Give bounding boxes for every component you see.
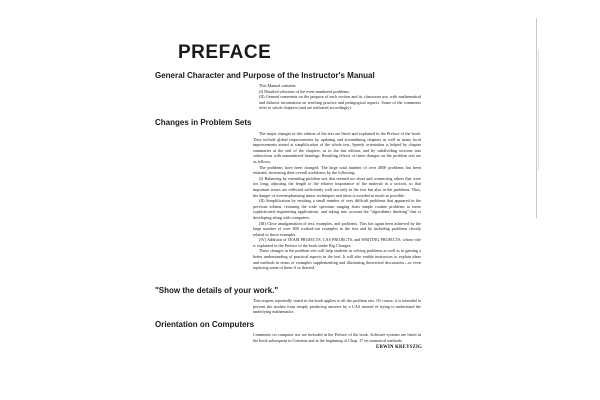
author-signature: ERWIN KREYSZIG [376,345,422,350]
paragraph: (IV) Addition of TEAM PROJECTS, CAS PROJECTS, and WRITING PROJECTS, whose role is explained in the Preface of the book under Big Changes. [253,237,421,248]
paragraph: Comments on computer use are included in the Preface of the book. Software systems are listed in the book subsequent to Contents and at the beginning of Chap. 17 on numerical methods. [253,332,421,343]
paragraph: This Manual contains: [259,83,297,88]
section-body [253,332,421,343]
section-heading: "Show the details of your work." [155,286,279,295]
paragraph: (I) Balancing by extending problem sets that seemed too short and contracting others that were too long, adjusting the length to the relative importance of the material in a section, so that important issues are reflected sufficiently well not only in the text but also in the problems. Thus, the danger of overemphasizing minor techniques and ideas is avoided as much as possible. [253,175,421,198]
paragraph: The major changes in this edition of the text are listed and explained in the Preface of the book. They include global improvements by updating and streamlining chapters as well as many local improvements aimed at simplification of the whole text. Speedy orientation is helped by chapter summaries at the end of the chapters, as in the last edition, and by subdividing sections into subsections with unnumbered headings. Resulting effects of these changes on the problem sets are as follows. [253,131,421,164]
section-heading: Orientation on Computers [155,320,255,329]
paragraph: (II) General comments on the purpose of each section and its classroom use, with mathematical and didactic information on teaching practice and pedagogical aspects. Some of the comments refer to whole chapters (and are indicated accordingly). [259,94,421,111]
paragraph: (I) Detailed solutions of the even-numbered problems. [259,88,351,94]
paragraph: This request repeatedly stated in the book applies to all the problem sets. Of course, it is intended to prevent the student from simply producing answers by a CAS instead of trying to understand the underlying mathematics. [253,298,421,315]
paragraph: (III) Close amalgamation of text, examples, and problems. This has again been achieved by the large number of over 600 worked-out examples in the text and by including problems closely related to those examples. [253,220,421,237]
paragraph: The problems have been changed. The large total number of over 4000 problems has been retained, increasing their overall usefulness by the following: [253,164,421,176]
section-body [253,298,421,315]
paragraph: (II) Simplification by omitting a small number of very difficult problems that appeared in the previous edition, retaining the wide spectrum ranging from simple routine problems to more sophisticated engineering applications, and taking into account the "algorithmic thinking" that is developing along with computers. [253,198,421,220]
section-heading: General Character and Purpose of the Instructor's Manual [155,71,375,80]
scan-edge-line [536,18,537,218]
section-body [253,83,421,111]
section-heading: Changes in Problem Sets [155,118,252,127]
scan-edge-line [538,50,539,170]
section-body [253,131,421,271]
page-title: PREFACE [178,42,272,63]
paragraph: These changes in the problem sets will help students in solving problems as well as in gaining a better understanding of practical aspects in the text. It will also enable instructors to explain ideas and methods in terms of examples supplementing and illustrating theoretical discussions—or even replacing some of them if so desired. [253,248,421,271]
